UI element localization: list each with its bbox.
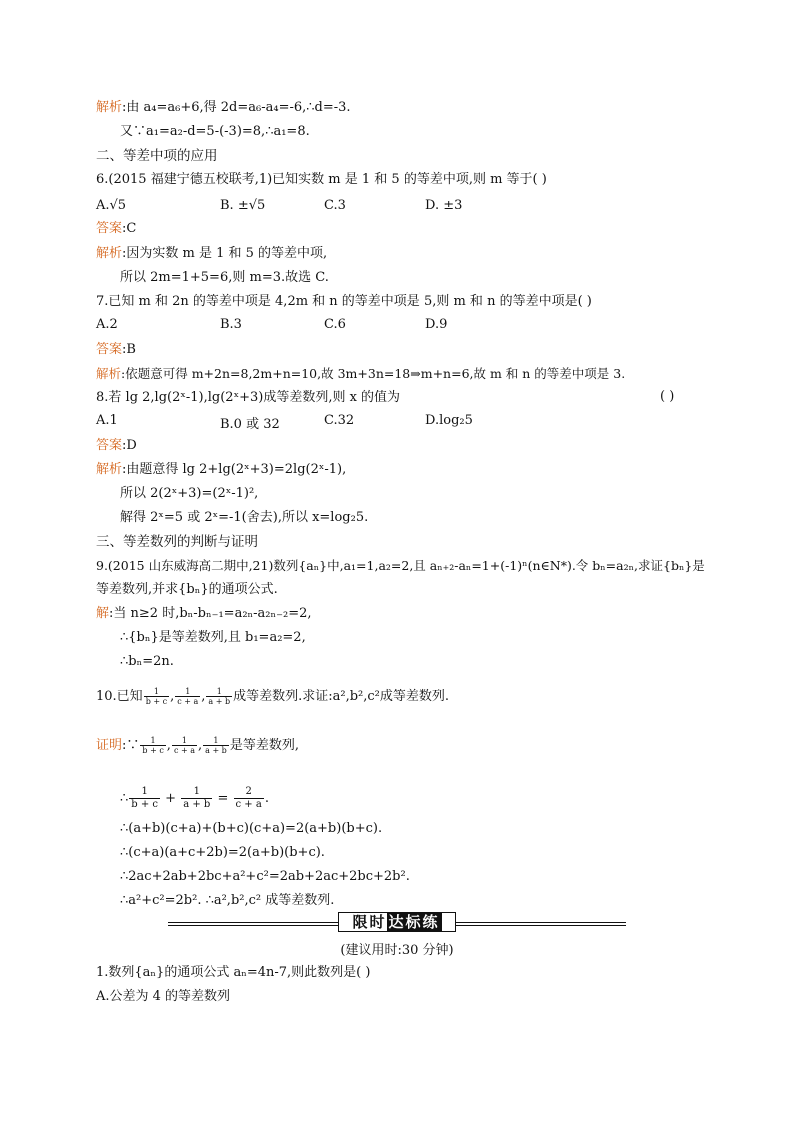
fraction: [175, 687, 200, 706]
q6-option-c: C.3: [324, 198, 346, 213]
plus-sign: +: [165, 791, 177, 806]
fraction-numerator: 1: [206, 687, 232, 697]
solution-text: :当 n≥2 时,bₙ-bₙ₋₁=a₂ₙ-a₂ₙ₋₂=2,: [109, 606, 312, 621]
q7-option-c: C.6: [324, 317, 346, 332]
fraction: [203, 736, 229, 755]
proof-label: 证明: [96, 738, 123, 753]
q7-option-d: D.9: [425, 317, 448, 332]
fraction-denominator: b + c: [142, 746, 164, 755]
answer-label: 答案: [96, 438, 123, 453]
proof-line: ∴a²+c²=2b². ∴a²,b²,c² 成等差数列.: [120, 893, 335, 908]
proof-line: ∴(c+a)(a+c+2b)=2(a+b)(b+c).: [120, 845, 325, 860]
solution-line: ∴bₙ=2n.: [120, 654, 174, 669]
answer-value: :C: [122, 221, 137, 236]
explanation-text: :由题意得 lg 2+lg(2ˣ+3)=2lg(2ˣ-1),: [122, 462, 347, 477]
q7-option-a: A.2: [96, 317, 118, 332]
section-heading: 二、等差中项的应用: [96, 148, 218, 164]
question-9: 9.(2015 山东威海高二期中,21)数列{aₙ}中,a₁=1,a₂=2,且 aₙ₊₂-aₙ=1+(-1)ⁿ(n∈N*).令 bₙ=a₂ₙ,求证{bₙ}是: [96, 558, 705, 573]
explanation-line: 所以 2(2ˣ+3)=(2ˣ-1)²,: [120, 486, 259, 501]
explanation-label: 解析: [96, 366, 122, 381]
fraction: [140, 736, 165, 755]
section-banner: [168, 912, 626, 934]
fraction-denominator: b + c: [131, 799, 159, 810]
explanation-text: :因为实数 m 是 1 和 5 的等差中项,: [122, 246, 328, 261]
answer-value: :D: [122, 438, 137, 453]
fraction-numerator: 2: [234, 786, 264, 799]
fraction-denominator: b + c: [145, 697, 168, 706]
explanation-line: [96, 365, 625, 383]
fraction: [172, 736, 197, 755]
explanation-line: 所以 2m=1+5=6,则 m=3.故选 C.: [120, 270, 329, 285]
banner-subtitle: (建议用时:30 分钟): [340, 943, 454, 958]
banner-rule-left: [168, 922, 338, 926]
answer-label: 答案: [96, 221, 123, 236]
fraction-denominator: a + b: [183, 799, 211, 810]
fraction: [206, 687, 232, 706]
q6-option-b: B. ±√5: [220, 198, 266, 213]
q10-suffix: 成等差数列.求证:a²,b²,c²成等差数列.: [233, 689, 449, 704]
proof-line: 证明:∵ $\frac{1}{b + c}$ , $\frac{1}{c + a}$ , $\frac{1}{a + b}$ 是等差数列,: [96, 736, 299, 755]
fraction-numerator: 1: [175, 687, 200, 697]
answer-line: [96, 341, 136, 359]
answer-value: :B: [122, 342, 136, 357]
answer-line: [96, 437, 137, 455]
explanation-line: 又∵a₁=a₂-d=5-(-3)=8,∴a₁=8.: [120, 124, 310, 139]
q8-option-a: A.1: [96, 413, 118, 428]
fraction-denominator: a + b: [208, 697, 231, 706]
answer-blank: ( ): [660, 389, 675, 404]
banner-title-b: 达标练: [388, 913, 440, 931]
q8-option-b: B.0 或 32: [220, 417, 280, 432]
banner-title-a: 限时: [352, 913, 387, 931]
explanation-line: [96, 461, 346, 479]
fraction-numerator: 1: [140, 736, 165, 746]
solution-label: 解: [96, 606, 110, 621]
practice-question-1: 1.数列{aₙ}的通项公式 aₙ=4n-7,则此数列是( ): [96, 965, 371, 980]
fraction-numerator: 1: [181, 786, 212, 799]
answer-line: [96, 220, 136, 238]
proof-text: 是等差数列,: [229, 738, 299, 753]
question-7: 7.已知 m 和 2n 的等差中项是 4,2m 和 n 的等差中项是 5,则 m 和 n 的等差中项是( ): [96, 294, 592, 309]
fraction-denominator: c + a: [235, 799, 262, 810]
explanation-label: 解析: [96, 246, 123, 261]
equals-sign: =: [217, 791, 229, 806]
solution-line: [96, 605, 312, 623]
q8-option-d: D.log₂5: [425, 413, 473, 428]
fraction-denominator: c + a: [177, 697, 199, 706]
q8-option-c: C.32: [324, 413, 355, 428]
question-6: 6.(2015 福建宁德五校联考,1)已知实数 m 是 1 和 5 的等差中项,则 m 等于( ): [96, 172, 547, 187]
question-8: 8.若 lg 2,lg(2ˣ-1),lg(2ˣ+3)成等差数列,则 x 的值为: [96, 390, 401, 405]
fraction-numerator: 1: [172, 736, 197, 746]
explanation-line: [96, 99, 351, 117]
fraction: [181, 786, 212, 811]
fraction-denominator: a + b: [205, 746, 227, 755]
banner-rule-right: [456, 922, 626, 926]
question-9-cont: 等差数列,并求{bₙ}的通项公式.: [96, 582, 278, 597]
question-10: 10.已知 $\frac{1}{b + c}$ , $\frac{1}{c + a}$ , $\frac{1}{a + b}$ 成等差数列.求证:a²,b²,c²成等差数列.: [96, 687, 449, 706]
explanation-text: :依题意可得 m+2n=8,2m+n=10,故 3m+3n=18⇒m+n=6,故 m 和 n 的等差中项是 3.: [121, 366, 626, 381]
fraction-numerator: 1: [203, 736, 229, 746]
explanation-line: [96, 245, 327, 263]
fraction-numerator: 1: [144, 687, 169, 697]
fraction-denominator: c + a: [173, 746, 195, 755]
fraction: [144, 687, 169, 706]
fraction-numerator: 1: [129, 786, 160, 799]
fraction: [234, 786, 264, 811]
proof-line: ∴2ac+2ab+2bc+a²+c²=2ab+2ac+2bc+2b².: [120, 869, 410, 884]
proof-line: ∴(a+b)(c+a)+(b+c)(c+a)=2(a+b)(b+c).: [120, 821, 383, 836]
explanation-label: 解析: [96, 462, 123, 477]
banner-title: [338, 912, 456, 932]
q6-option-a: A.√5: [96, 198, 127, 213]
fraction: [129, 786, 160, 811]
answer-label: 答案: [96, 342, 123, 357]
explanation-text: :由 a₄=a₆+6,得 2d=a₆-a₄=-6,∴d=-3.: [122, 100, 351, 115]
section-heading: 三、等差数列的判断与证明: [96, 534, 258, 550]
solution-line: ∴{bₙ}是等差数列,且 b₁=a₂=2,: [120, 630, 306, 645]
explanation-label: 解析: [96, 100, 123, 115]
explanation-line: 解得 2ˣ=5 或 2ˣ=-1(舍去),所以 x=log₂5.: [120, 510, 369, 525]
q7-option-b: B.3: [220, 317, 242, 332]
q10-prefix: 10.已知: [96, 689, 143, 704]
q6-option-d: D. ±3: [425, 198, 463, 213]
proof-line: ∴ $\frac{1}{b + c}$ + $\frac{1}{a + b}$ = $\frac{2}{c + a}$ .: [120, 786, 269, 810]
practice-option-a: A.公差为 4 的等差数列: [96, 989, 231, 1004]
